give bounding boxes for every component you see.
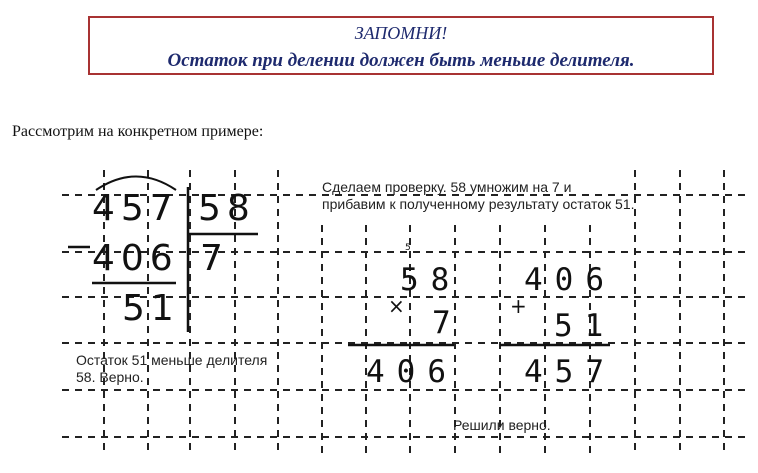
remainder-note-line1: Остаток 51 меньше делителя bbox=[76, 352, 268, 368]
check-note bbox=[322, 179, 635, 213]
intro-text: Рассмотрим на конкретном примере: bbox=[12, 123, 264, 140]
add-bottom: 51 bbox=[554, 308, 616, 344]
mult-bottom: 7 bbox=[432, 305, 463, 341]
remainder-note bbox=[76, 352, 267, 386]
quotient: 7 bbox=[200, 238, 229, 279]
add-operator: + bbox=[510, 294, 527, 318]
mult-top: 58 bbox=[400, 262, 462, 298]
conclusion: Решили верно. bbox=[453, 417, 551, 433]
mult-result: 406 bbox=[366, 354, 458, 390]
subtrahend: 406 bbox=[92, 238, 179, 279]
rule-text: Остаток при делении должен быть меньше делителя. bbox=[167, 50, 635, 71]
check-note-line2: прибавим к полученному результату остаток 51. bbox=[322, 196, 635, 212]
divisor: 58 bbox=[198, 188, 256, 229]
mult-operator: × bbox=[388, 294, 405, 318]
mult-carry: 5 bbox=[405, 243, 411, 253]
remainder-note-line2: 58. Верно. bbox=[76, 369, 144, 385]
rule-title: ЗАПОМНИ! bbox=[354, 23, 448, 43]
check-note-line1: Сделаем проверку. 58 умножим на 7 и bbox=[322, 179, 572, 195]
add-top: 406 bbox=[524, 262, 616, 298]
remainder: 51 bbox=[122, 288, 180, 329]
add-result: 457 bbox=[524, 354, 616, 390]
dividend: 457 bbox=[92, 188, 179, 229]
